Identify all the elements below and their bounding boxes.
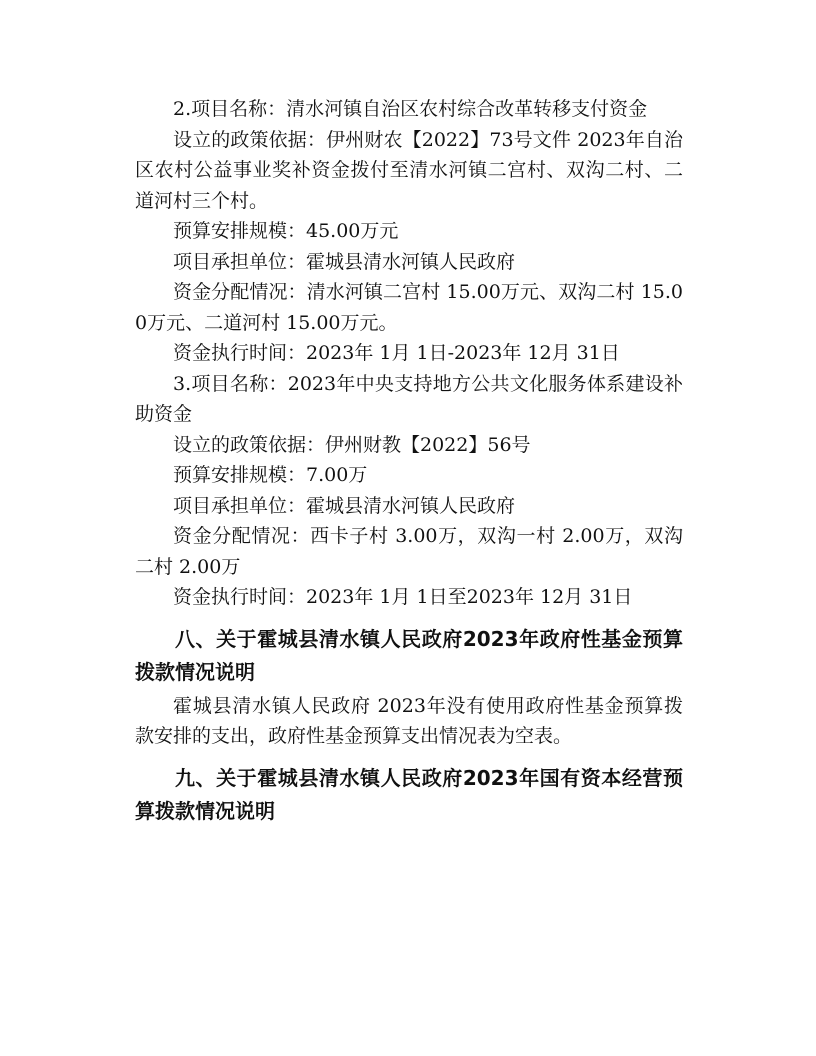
project-3-fund-allocation: 资金分配情况：西卡子村 3.00万，双沟一村 2.00万，双沟二村 2.00万 <box>135 525 683 578</box>
project-3-undertaking-unit: 项目承担单位：霍城县清水河镇人民政府 <box>173 494 516 517</box>
project-3-budget-scale: 预算安排规模：7.00万 <box>173 464 368 486</box>
project-3-name: 3.项目名称：2023年中央支持地方公共文化服务体系建设补助资金 <box>135 372 683 425</box>
section-8-heading: 八、关于霍城县清水镇人民政府2023年政府性基金预算拨款情况说明 <box>135 626 683 684</box>
project-2-undertaking-unit: 项目承担单位：霍城县清水河镇人民政府 <box>173 250 516 273</box>
project-2-name: 2.项目名称：清水河镇自治区农村综合改革转移支付资金 <box>173 98 648 120</box>
project-2-fund-allocation: 资金分配情况：清水河镇二宫村 15.00万元、双沟二村 15.00万元、二道河村 15.00万元。 <box>135 281 683 334</box>
document-page <box>135 94 683 830</box>
project-2-budget-scale: 预算安排规模：45.00万元 <box>173 220 399 242</box>
project-2-policy-basis: 设立的政策依据：伊州财农【2022】73号文件 2023年自治区农村公益事业奖补资金拨付至清水河镇二宫村、双沟二村、二道河村三个村。 <box>135 128 683 212</box>
project-2-execution-time: 资金执行时间：2023年 1月 1日-2023年 12月 31日 <box>173 342 620 364</box>
project-3-policy-basis: 设立的政策依据：伊州财教【2022】56号 <box>173 433 531 456</box>
section-9-heading: 九、关于霍城县清水镇人民政府2023年国有资本经营预算拨款情况说明 <box>135 765 683 823</box>
section-8-body: 霍城县清水镇人民政府 2023年没有使用政府性基金预算拨款安排的支出，政府性基金预算支出情况表为空表。 <box>135 694 683 747</box>
project-3-execution-time: 资金执行时间：2023年 1月 1日至2023年 12月 31日 <box>173 586 633 608</box>
